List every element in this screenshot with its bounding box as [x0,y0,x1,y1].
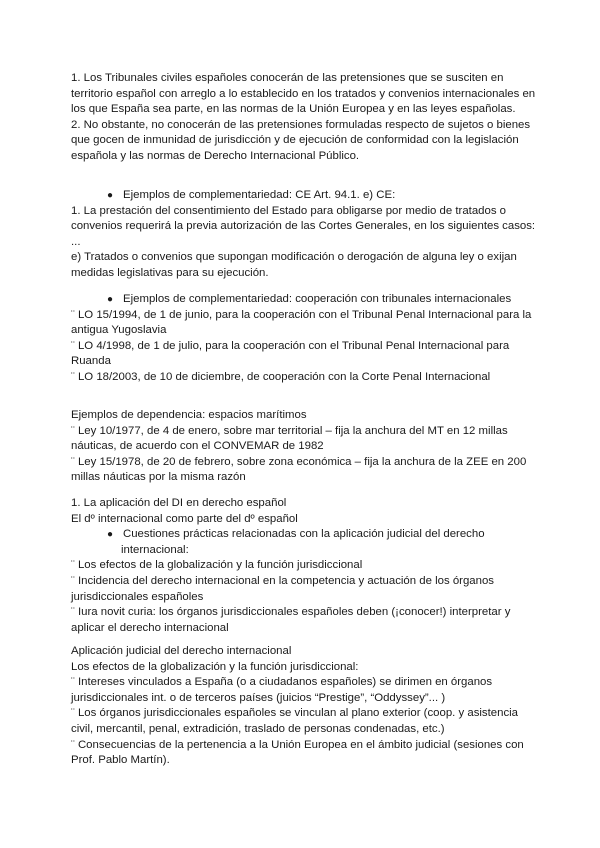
complementarity-ce-block [71,188,536,282]
bullet-item [71,527,533,543]
bullet-item [71,292,533,308]
dependency-maritime-block [71,408,533,486]
text-line: ¨ Los efectos de la globalización y la función jurisdiccional [71,559,363,572]
text-line: territorio español con arreglo a lo establecido en los tratados y convenios internacionales en [71,87,536,100]
jurisdiction-articles-block [71,71,536,165]
bullet-continuation: internacional: [121,543,189,556]
text-line: aplicar el derecho internacional [71,621,229,634]
text-line: Los efectos de la globalización y la función jurisdiccional: [71,660,359,673]
text-line: ¨ Los órganos jurisdiccionales españoles se vinculan al plano exterior (coop. y asistencia [71,707,519,720]
text-line: ¨ LO 15/1994, de 1 de junio, para la cooperación con el Tribunal Penal Internacional para la [71,308,532,321]
bullet-icon: ● [107,529,114,541]
text-line: los que España sea parte, en las normas de la Unión Europea y en las leyes españolas. [71,103,516,116]
bullet-icon: ● [107,294,114,305]
text-line: convenios requerirá la previa autorización de las Cortes Generales, en los siguientes casos: [71,220,536,233]
text-line: antigua Yugoslavia [71,324,167,337]
text-line: ¨ Incidencia del derecho internacional en la competencia y actuación de los órganos [71,574,494,587]
text-line: ¨ Consecuencias de la pertenencia a la Unión Europea en el ámbito judicial (sesiones con [71,738,524,751]
section-heading: 1. La aplicación del DI en derecho español [71,497,287,509]
text-line: 1. Los Tribunales civiles españoles conocerán de las pretensiones que se susciten en [71,72,504,84]
text-line: náuticas, de acuerdo con el CONVEMAR de 1982 [71,440,324,453]
text-line: española y las normas de Derecho Internacional Público. [71,149,360,162]
section-heading: Aplicación judicial del derecho internacional [71,645,292,657]
bullet-text: Ejemplos de complementariedad: cooperación con tribunales internacionales [123,293,512,305]
text-line: ¨ Iura novit curia: los órganos jurisdiccionales españoles deben (¡conocer!) interpretar y [71,606,511,619]
bullet-text: Cuestiones prácticas relacionadas con la aplicación judicial del derecho [123,528,485,541]
text-line: jurisdiccionales españoles [71,590,204,603]
text-line: ¨ Ley 15/1978, de 20 de febrero, sobre zona económica – fija la anchura de la ZEE en 200 [71,455,527,468]
text-line: que gocen de inmunidad de jurisdicción y de ejecución de conformidad con la legislación [71,134,519,147]
text-line: medidas legislativas para su ejecución. [71,266,269,279]
judicial-application-block [71,644,533,769]
complementarity-cooperation-block [71,292,533,386]
text-line: ¨ LO 18/2003, de 10 de diciembre, de cooperación con la Corte Penal Internacional [71,370,491,383]
bullet-icon: ● [107,190,114,201]
text-line: millas náuticas por la misma razón [71,471,246,484]
text-line: ... [71,235,81,248]
text-line: ¨ LO 4/1998, de 1 de julio, para la cooperación con el Tribunal Penal Internacional para [71,339,510,352]
di-application-block [71,496,533,636]
text-line: jurisdiccionales int. o de terceros países (juicios “Prestige”, “Oddyssey”... ) [71,691,446,704]
text-line: 1. La prestación del consentimiento del Estado para obligarse por medio de tratados o [71,204,507,217]
text-line: ¨ Intereses vinculados a España (o a ciudadanos españoles) se dirimen en órganos [71,676,493,689]
section-subheading: El dº internacional como parte del dº español [71,512,298,525]
text-line: ¨ Ley 10/1977, de 4 de enero, sobre mar territorial – fija la anchura del MT en 12 millas [71,424,508,437]
text-line: Ejemplos de dependencia: espacios marítimos [71,409,307,421]
text-line: Prof. Pablo Martín). [71,754,170,767]
text-line: Ruanda [71,355,111,368]
text-line: 2. No obstante, no conocerán de las pretensiones formuladas respecto de sujetos o bienes [71,118,531,131]
bullet-item [71,188,533,204]
text-line: civil, mercantil, penal, extradición, traslado de personas condenadas, etc.) [71,722,445,735]
text-line: e) Tratados o convenios que supongan modificación o derogación de alguna ley o exijan [71,251,517,264]
bullet-text: Ejemplos de complementariedad: CE Art. 94.1. e) CE: [123,189,396,201]
